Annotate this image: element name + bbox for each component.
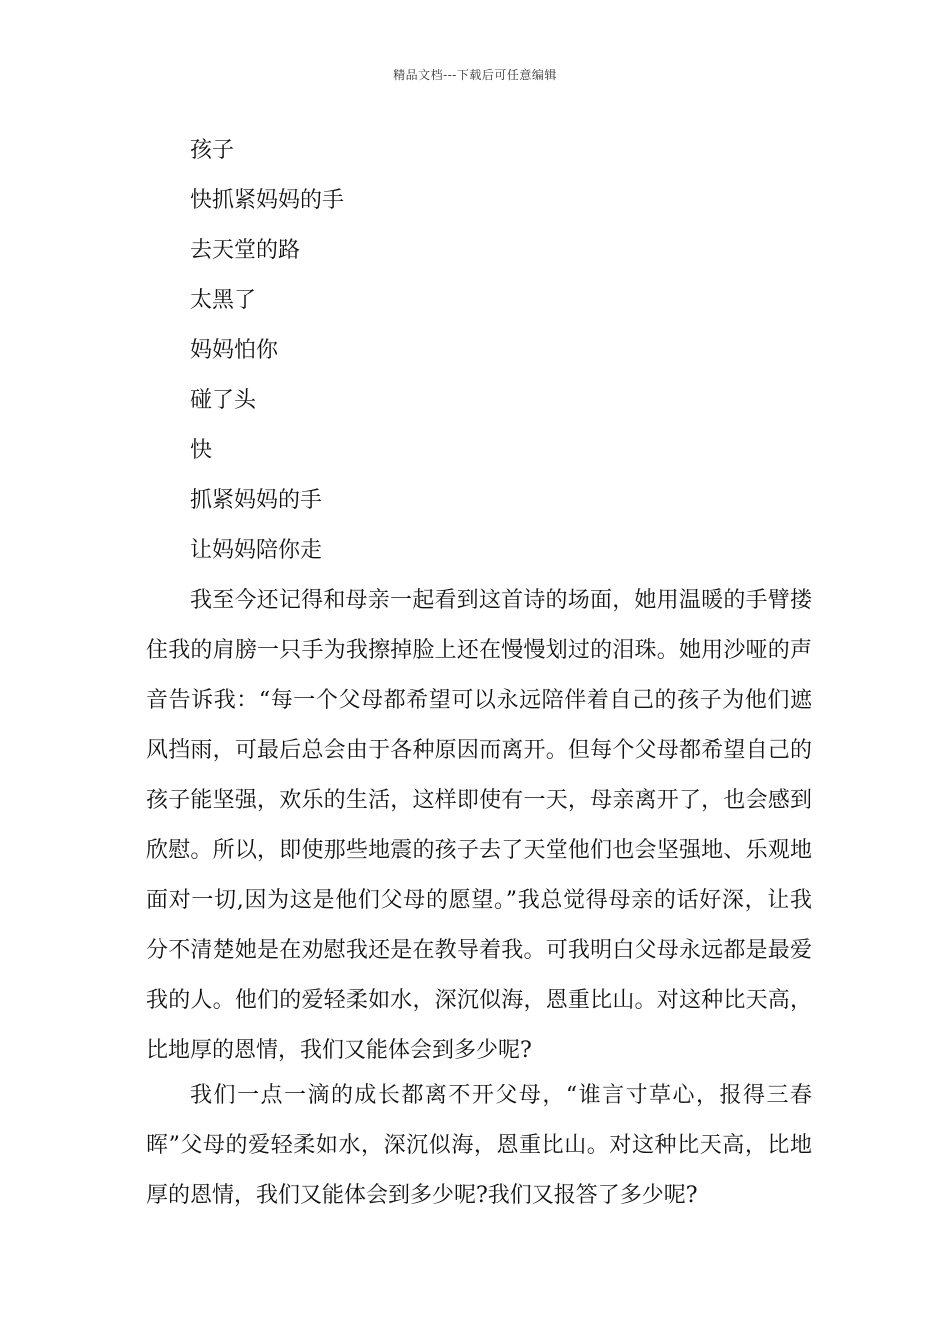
poem-line: 去天堂的路	[190, 238, 301, 263]
poem-line: 碰了头	[190, 388, 257, 413]
poem-line: 太黑了	[190, 288, 257, 313]
poem-line: 孩子	[190, 138, 235, 163]
poem-line: 让妈妈陪你走	[190, 538, 323, 563]
poem-line: 抓紧妈妈的手	[190, 488, 323, 513]
poem-line: 快抓紧妈妈的手	[190, 188, 345, 213]
poem-line: 快	[190, 438, 213, 463]
body-paragraph: 我们一点一滴的成长都离不开父母，“谁言寸草心，报得三春晖”父母的爱轻柔如水，深沉似海，恩重比山。对这种比天高，比地厚的恩情，我们又能体会到多少呢?我们又报答了多少呢?	[146, 1083, 812, 1208]
page-header-watermark: 精品文档---下载后可任意编辑	[393, 68, 557, 82]
poem-line: 妈妈怕你	[190, 338, 279, 363]
body-paragraph: 我至今还记得和母亲一起看到这首诗的场面，她用温暖的手臂搂住我的肩膀一只手为我擦掉脸上还在慢慢划过的泪珠。她用沙哑的声音告诉我：“每一个父母都希望可以永远陪伴着自己的孩子为他们遮风挡雨，可最后总会由于各种原因而离开。但每个父母都希望自己的孩子能坚强，欢乐的生活，这样即使有一天，母亲离开了，也会感到欣慰。所以，即使那些地震的孩子去了天堂他们也会坚强地、乐观地面对一切,因为这是他们父母的愿望。”我总觉得母亲的话好深，让我分不清楚她是在劝慰我还是在教导着我。可我明白父母永远都是最爱我的人。他们的爱轻柔如水，深沉似海，恩重比山。对这种比天高，比地厚的恩情，我们又能体会到多少呢?	[146, 588, 812, 1063]
poem	[190, 130, 344, 580]
